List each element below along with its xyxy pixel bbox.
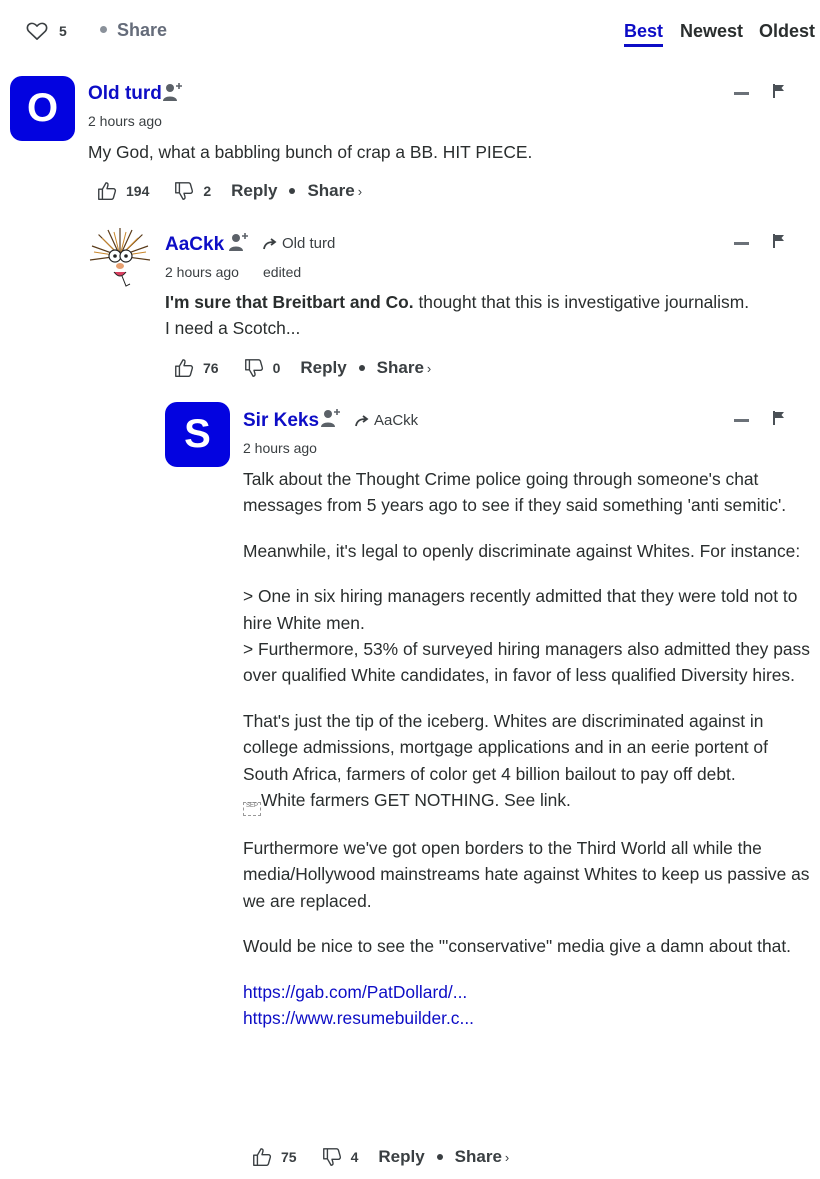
downvote-count: 4 <box>350 1149 359 1165</box>
avatar[interactable]: S <box>165 402 230 467</box>
comment-paragraph <box>243 708 815 816</box>
sort-best-tab[interactable]: Best <box>624 21 664 41</box>
reply-button[interactable]: Reply <box>378 1147 425 1166</box>
reply-button[interactable]: Reply <box>300 358 347 377</box>
quote-line: > One in six hiring managers recently admitted that they were told not to hire White men. <box>243 586 798 633</box>
upvote-icon[interactable] <box>251 1146 273 1168</box>
comment-paragraph: Furthermore we've got open borders to the Third World all while the media/Hollywood mainstreams hate against Whites to keep us passive as we are replaced. <box>243 838 810 911</box>
reply-to-name: AaCkk <box>374 412 419 429</box>
avatar[interactable]: O <box>10 76 75 141</box>
share-label: Share <box>117 20 168 40</box>
comment-text: White farmers GET NOTHING. See link. <box>261 790 571 811</box>
reply-arrow-icon <box>355 415 371 427</box>
username[interactable]: Old turd <box>88 83 162 104</box>
comment-text: I need a Scotch... <box>165 318 301 339</box>
comment-text: thought that this is investigative journalism. <box>413 292 750 312</box>
comment-paragraph: Meanwhile, it's legal to openly discriminate against Whites. For instance: <box>243 540 801 561</box>
reply-to-name: Old turd <box>282 235 336 252</box>
comment-text-bold: I'm sure that Breitbart and Co. <box>165 292 414 312</box>
share-button[interactable]: Share <box>376 358 424 377</box>
sep-glyph: SEP <box>243 802 261 816</box>
comment-text: My God, what a babbling bunch of crap a BB. HIT PIECE. <box>88 142 533 162</box>
reply-to-link[interactable] <box>355 412 418 429</box>
chevron-right-icon: › <box>426 360 432 376</box>
comment-paragraph <box>243 583 815 689</box>
share-button[interactable]: Share <box>307 181 355 200</box>
comment-paragraph: Talk about the Thought Crime police going through someone's chat messages from 5 years ago to see if they said something 'anti semitic'. <box>243 469 787 516</box>
downvote-count: 0 <box>272 360 281 376</box>
share-button[interactable]: Share <box>454 1147 502 1166</box>
upvote-count: 194 <box>126 183 150 199</box>
external-link[interactable]: https://www.resumebuilder.c... <box>243 1008 475 1029</box>
timestamp[interactable]: 2 hours ago <box>165 264 239 280</box>
edited-label: edited <box>263 264 302 280</box>
separator-dot <box>437 1154 443 1160</box>
chevron-right-icon: › <box>357 183 363 199</box>
username[interactable]: Sir Keks <box>243 410 320 431</box>
timestamp[interactable]: 2 hours ago <box>243 440 317 456</box>
upvote-count: 75 <box>281 1149 297 1165</box>
external-link[interactable]: https://gab.com/PatDollard/... <box>243 981 468 1002</box>
reply-button[interactable]: Reply <box>231 181 278 200</box>
collapse-icon[interactable] <box>734 419 749 422</box>
sort-newest-tab[interactable]: Newest <box>680 21 744 41</box>
downvote-icon[interactable] <box>321 1146 343 1168</box>
follow-user-icon[interactable] <box>320 407 342 429</box>
username[interactable]: AaCkk <box>165 234 225 255</box>
comment-paragraph: Would be nice to see the "'conservative" media give a damn about that. <box>243 936 792 957</box>
sort-oldest-tab[interactable]: Oldest <box>759 21 816 41</box>
downvote-count: 2 <box>203 183 212 199</box>
chevron-right-icon: › <box>504 1149 510 1165</box>
comment-text: That's just the tip of the iceberg. Whites are discriminated against in college admissions, mortgage applications and in an eerie portent of South Africa, farmers of color get 4 billion bailout to pay off debt. <box>243 710 768 784</box>
flag-icon[interactable] <box>772 410 786 426</box>
comment-body <box>243 466 815 1032</box>
quote-line: > Furthermore, 53% of surveyed hiring managers also admitted they pass over qualified White candidates, in favor of less qualified Diversity hires. <box>243 639 810 686</box>
heart-count: 5 <box>59 23 67 39</box>
upvote-count: 76 <box>203 360 219 376</box>
comment-actions <box>251 1145 509 1169</box>
timestamp[interactable]: 2 hours ago <box>88 113 162 129</box>
